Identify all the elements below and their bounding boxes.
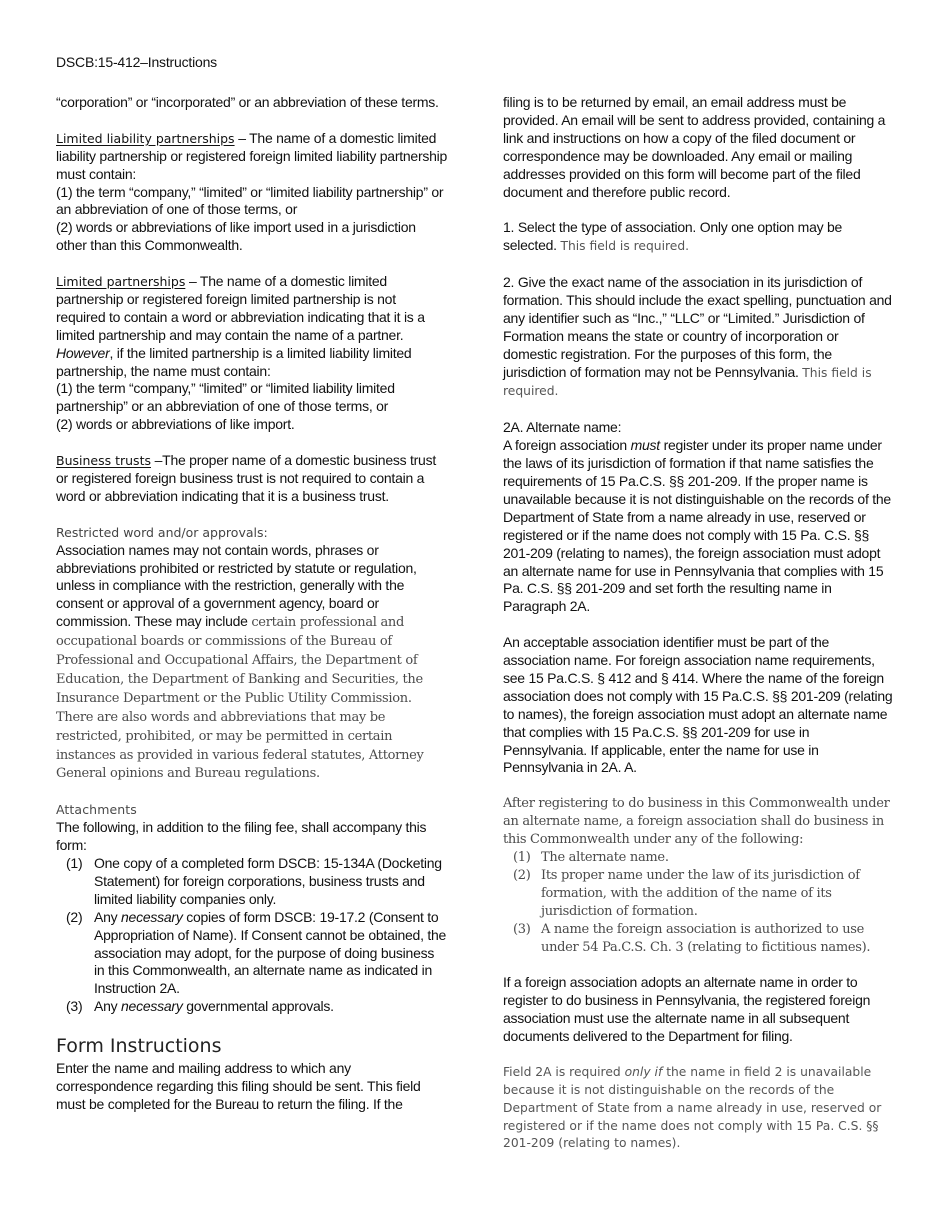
list-item: (1) The alternate name. [513, 849, 669, 865]
lp-lead: – The name of a domestic limited partnership or registered foreign limited partnership is not required to contain a word or abbreviation indicating that it is a limited partnership and may contain the name of a partner. [56, 273, 425, 343]
attachments-list [56, 855, 448, 1016]
form-instructions-text: Enter the name and mailing address to which any correspondence regarding this filing should be sent. This field must be completed for the Bureau to return the filing. If the [56, 1060, 421, 1112]
list-item: (3) A name the foreign association is authorized to use under 54 Pa.C.S. Ch. 3 (relating to fictitious names). [513, 921, 871, 955]
restricted-text-2: certain professional and occupational boards or commissions of the Bureau of Professional and Occupational Affairs, the Department of Education, the Department of Banking and Securities, the Insurance Department or the Public Utility Commission. [56, 615, 423, 706]
lp-item-2: (2) words or abbreviations of like import. [56, 416, 295, 433]
left-column [56, 94, 448, 1114]
instruction-2: 2. Give the exact name of the association in its jurisdiction of formation. This should include the exact spelling, punctuation and any identifier such as “Inc.,” “LLC” or “Limited.” Jurisdiction of Formation means the state or country of incorporation or domestic registration. For the purposes of this form, the jurisdiction of formation may not be Pennsylvania. This field is required. [503, 274, 892, 399]
instruction-2a: 2A. Alternate name: A foreign association must register under its proper name under the laws of its jurisdiction of formation if that name satisfies the requirements of 15 Pa.C.S. §§ 201-209. If the proper name is unavailable because it is not distinguishable on the records of the Department of State from a name already in use, reserved or registered or if the name does not comply with 15 Pa. C.S. §§ 201-209 (relating to names), the foreign association must adopt an alternate name for use in Pennsylvania that complies with 15 Pa. C.S. §§ 201-209 and set forth the resulting name in Paragraph 2A. [503, 419, 891, 615]
attachments-section [56, 801, 448, 1016]
attachments-title: Attachments [56, 802, 137, 818]
lp-section [56, 273, 448, 434]
restricted-title: Restricted word and/or approvals: [56, 524, 268, 540]
field-2a-note: Field 2A is required only if the name in field 2 is unavailable because it is not distinguishable on the records of the Department of State from a name already in use, reserved or registered or if the name does not comply with 15 Pa. C.S. §§ 201-209 (relating to names). [503, 1064, 882, 1151]
llp-lead: – The name of a domestic limited liability partnership or registered foreign limited liability partnership must contain: [56, 129, 448, 182]
bt-section [56, 452, 448, 506]
list-item: (1) One copy of a completed form DSCB: 15-134A (Docketing Statement) for foreign corporations, business trusts and limited liability companies only. [66, 854, 442, 907]
bt-text: –The proper name of a domestic business trust or registered foreign business trust is not required to contain a word or abbreviation indicating that it is a business trust. [56, 452, 436, 504]
lp-item-1: (1) the term “company,” “limited” or “limited liability limited partnership” or an abbreviation of one of those terms, or [56, 380, 395, 415]
alternate-name-use-paragraph: If a foreign association adopts an alternate name in order to register to do business in Pennsylvania, the registered foreign association must use the alternate name in all subsequent documents delivered to the Department for filing. [503, 974, 871, 1045]
list-item: (3) Any necessary governmental approvals. [66, 998, 334, 1015]
form-instructions-heading: Form Instructions [56, 1035, 222, 1058]
llp-section [56, 130, 448, 255]
lp-lead2: , if the limited partnership is a limited liability limited partnership, the name must contain: [56, 344, 412, 379]
restricted-text-1: Association names may not contain words, phrases or abbreviations prohibited or restricted by statute or regulation, unless in compliance with the restriction, generally with the consent or approval of a government agency, board or commission. These may include [56, 541, 417, 630]
after-registering-intro: After registering to do business in this Commonwealth under an alternate name, a foreign association shall do business in this Commonwealth under any of the following: [503, 796, 890, 848]
right-column [503, 94, 895, 1171]
attachments-intro: The following, in addition to the filing fee, shall accompany this form: [56, 819, 427, 854]
identifier-paragraph: An acceptable association identifier must be part of the association name. For foreign association name requirements, see 15 Pa.C.S. § 412 and § 414. Where the name of the foreign association does not comply with 15 Pa.C.S. §§ 201-209 (relating to names), the foreign association must adopt an alternate name that complies with 15 Pa.C.S. §§ 201-209 for use in Pennsylvania. If applicable, enter the name for use in Pennsylvania in 2A. A. [503, 634, 893, 776]
document-id: DSCB:15-412–Instructions [56, 54, 217, 70]
continued-paragraph: “corporation” or “incorporated” or an abbreviation of these terms. [56, 94, 439, 110]
restricted-section [56, 524, 448, 784]
required-note: This field is required. [503, 365, 872, 399]
instruction-2a-title: 2A. Alternate name: [503, 419, 622, 436]
after-registering-list [503, 849, 895, 956]
after-registering-section [503, 795, 895, 956]
llp-title: Limited liability partnerships [56, 130, 235, 146]
llp-item-1: (1) the term “company,” “limited” or “limited liability partnership” or an abbreviation of one of those terms, or [56, 183, 444, 218]
lp-title: Limited partnerships [56, 274, 186, 290]
list-item: (2) Its proper name under the law of its jurisdiction of formation, with the addition of the name of its jurisdiction of formation. [513, 867, 860, 919]
bt-title: Business trusts [56, 453, 151, 469]
required-note: This field is required. [560, 239, 690, 254]
llp-item-2: (2) words or abbreviations of like import used in a jurisdiction other than this Commonwealth. [56, 219, 416, 254]
list-item: (2) Any necessary copies of form DSCB: 19-17.2 (Consent to Appropriation of Name). If Consent cannot be obtained, the association may adopt, for the purpose of doing business in this Commonwealth, an alternate name as indicated in Instruction 2A. [66, 908, 447, 997]
filing-return-paragraph: filing is to be returned by email, an email address must be provided. An email will be sent to address provided, containing a link and instructions on how a copy of the filed document or correspondence may be downloaded. Any email or mailing addresses provided on this form will become part of the filed document and therefore public record. [503, 94, 886, 200]
instruction-1: 1. Select the type of association. Only one option may be selected. This field is required. [503, 219, 843, 254]
restricted-text-3: There are also words and abbreviations that may be restricted, prohibited, or may be permitted in certain instances as provided in various federal statutes, Attorney General opinions and Bureau regulations. [56, 709, 424, 782]
lp-however: However [56, 344, 110, 361]
